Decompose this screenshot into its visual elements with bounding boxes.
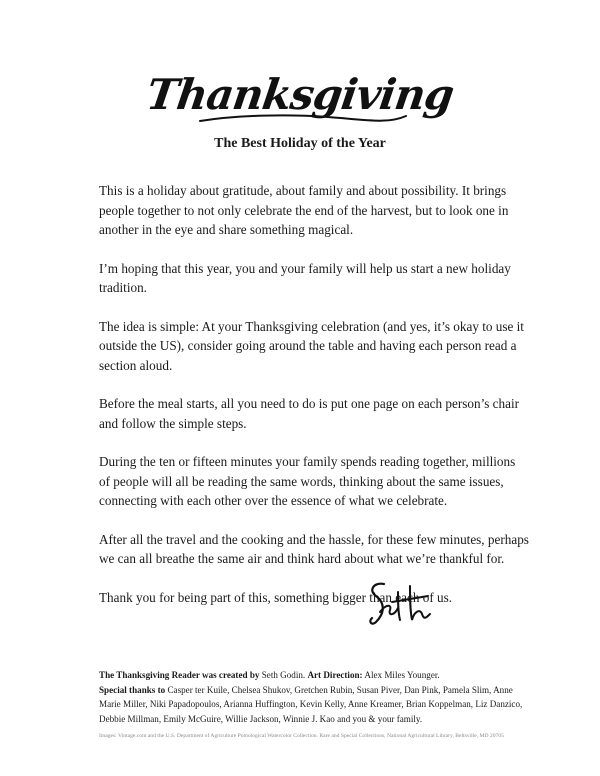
paragraph: Thank you for being part of this, something bigger than each of us. xyxy=(99,589,453,605)
credits-thanks-label: Special thanks to xyxy=(99,684,166,695)
paragraph: This is a holiday about gratitude, about family and about possibility. It brings people together to not only celebrate the end of the harvest, but to look one in another in the eye and share something magical. xyxy=(99,183,509,237)
credits-thanks-names: Casper ter Kuile, Chelsea Shukov, Gretchen Rubin, Susan Piver, Dan Pink, Pamela Slim, Anne Marie Miller, Niki Papadopoulos, Arianna Huffington, Kevin Kelly, Anne Kreamer, Brian Koppelman, Liz Danzico, Debbie Millman, Emily McGuire, Willie Jackson, Winnie J. Kao and you & your family. xyxy=(99,684,523,724)
paragraph: The idea is simple: At your Thanksgiving celebration (and yes, it’s okay to use it outside the US), consider going around the table and having each person read a section aloud. xyxy=(99,318,524,373)
images-credit-text: Vintage.com and the U.S. Department of Agriculture Pomological Watercolor Collection. Rare and Special Collections, National Agricultural Library, Beltsville, MD 20705 xyxy=(118,733,504,739)
images-credit-label: Images: xyxy=(99,733,117,739)
credits-created-label: The Thanksgiving Reader was created by xyxy=(99,670,260,680)
credits-created-by: Seth Godin. xyxy=(261,670,306,680)
paragraph: I’m hoping that this year, you and your family will help us start a new holiday tradition. xyxy=(99,260,511,295)
credits-art-by: Alex Miles Younger. xyxy=(364,670,440,680)
page-title: Thanksgiving xyxy=(143,70,457,119)
paragraph: Before the meal starts, all you need to do is put one page on each person’s chair and follow the simple steps. xyxy=(99,396,520,431)
signature xyxy=(362,578,432,630)
credits xyxy=(99,668,529,726)
images-credit xyxy=(99,733,529,739)
title-swash-decoration xyxy=(198,112,408,126)
letter-body xyxy=(99,181,529,626)
credits-art-label: Art Direction: xyxy=(307,670,363,680)
paragraph: After all the travel and the cooking and the hassle, for these few minutes, perhaps we can all breathe the same air and think hard about what we’re thankful for. xyxy=(99,531,529,566)
page-subtitle: The Best Holiday of the Year xyxy=(214,136,386,151)
paragraph: During the ten or fifteen minutes your family spends reading together, millions of people will all be reading the same words, thinking about the same issues, connecting with each other over the essence of what we celebrate. xyxy=(99,454,516,508)
